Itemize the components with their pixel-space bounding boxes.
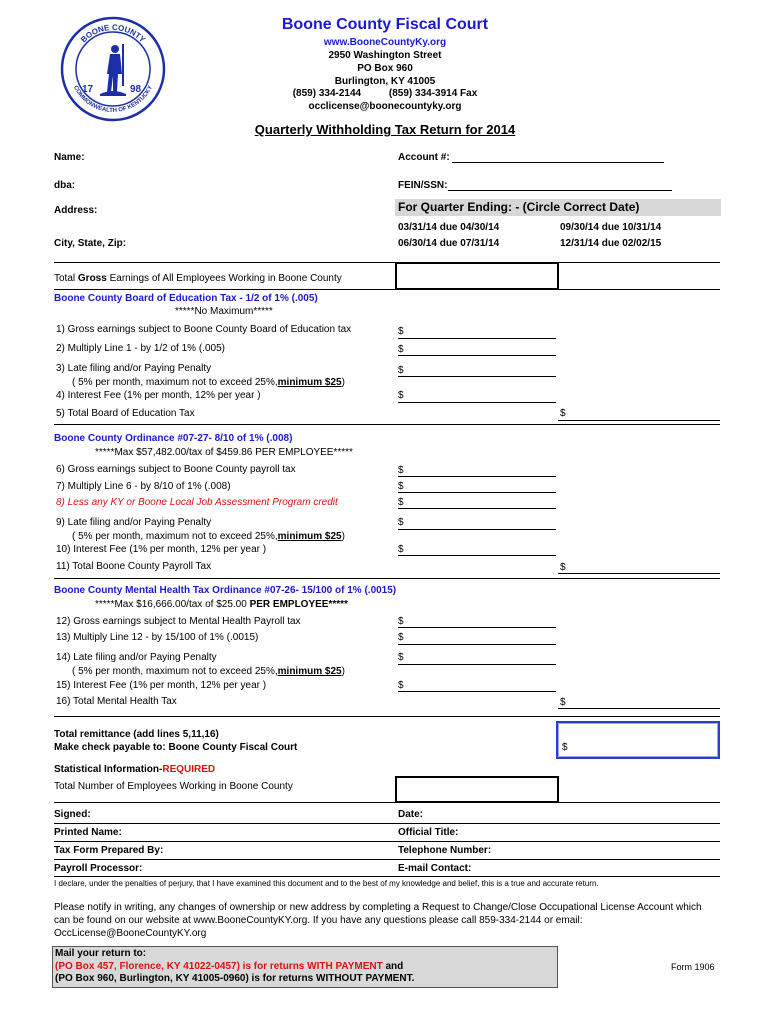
notify-line-1: Please notify in writing, any changes of ownership or new address by completing a Request to Change/Close Occupational License Account which: [54, 902, 702, 913]
line-12-input[interactable]: [398, 627, 556, 628]
name-label: Name:: [54, 152, 85, 163]
line-8-dollar: $: [398, 497, 404, 508]
account-label: Account #:: [398, 152, 450, 163]
page-title: Quarterly Withholding Tax Return for 2014: [254, 122, 516, 137]
statistical-heading: Statistical Information-REQUIRED: [54, 764, 216, 775]
line-14-penalty-note: ( 5% per month, maximum not to exceed 25%,minimum $25): [72, 666, 345, 677]
line-3-penalty-note: ( 5% per month, maximum not to exceed 25%,minimum $25): [72, 377, 345, 388]
seal-top-text: BOONE COUNTY: [79, 22, 147, 45]
education-heading: Boone County Board of Education Tax - 1/2 of 1% (.005): [54, 293, 318, 304]
signed-field[interactable]: [54, 823, 720, 824]
seal-year-left: 17: [82, 84, 94, 95]
line-15-label: 15) Interest Fee (1% per month, 12% per year ): [56, 680, 267, 691]
email-contact-label: E-mail Contact:: [398, 863, 472, 874]
form-number: Form 1906: [671, 962, 715, 972]
line-5-dollar: $: [560, 408, 566, 419]
divider: [54, 802, 720, 803]
mail-with-payment: (PO Box 457, Florence, KY 41022-0457) is for returns WITH PAYMENT and: [55, 961, 404, 972]
line-14-label: 14) Late filing and/or Paying Penalty: [56, 652, 217, 663]
line-10-input[interactable]: [398, 555, 556, 556]
quarter-q3[interactable]: 09/30/14 due 10/31/14: [560, 222, 662, 233]
line-12-dollar: $: [398, 616, 404, 627]
address-label: Address:: [54, 205, 98, 216]
divider: [54, 578, 720, 579]
seal-bottom-text: COMMONWEALTH OF KENTUCKY: [71, 84, 155, 115]
account-field[interactable]: [452, 162, 664, 163]
printed-name-field[interactable]: [54, 841, 720, 842]
total-remittance-dollar: $: [562, 742, 568, 753]
divider: [54, 262, 720, 263]
gross-earnings-input[interactable]: [395, 262, 559, 290]
line-9-penalty-note: ( 5% per month, maximum not to exceed 25%,minimum $25): [72, 531, 345, 542]
line-4-dollar: $: [398, 390, 404, 401]
line-1-input[interactable]: [398, 338, 556, 339]
line-7-label: 7) Multiply Line 6 - by 8/10 of 1% (.008): [56, 481, 231, 492]
notify-line-2: can be found on our website at www.BooneCountyKY.org. If you have any questions please call 859-334-2144 or email:: [54, 915, 583, 926]
line-15-input[interactable]: [398, 691, 556, 692]
prepared-by-label: Tax Form Prepared By:: [54, 845, 164, 856]
date-label: Date:: [398, 809, 424, 820]
line-1-label: 1) Gross earnings subject to Boone County Board of Education tax: [56, 324, 352, 335]
line-6-input[interactable]: [398, 476, 556, 477]
po-box: PO Box 960: [357, 63, 413, 74]
divider: [54, 289, 720, 290]
mental-health-note: *****Max $16,666.00/tax of $25.00 PER EMPLOYEE*****: [95, 599, 348, 610]
payroll-processor-field[interactable]: [54, 876, 720, 877]
employee-count-input[interactable]: [395, 776, 559, 803]
mail-without-payment: (PO Box 960, Burlington, KY 41005-0960) is for returns WITHOUT PAYMENT.: [55, 973, 415, 984]
line-6-label: 6) Gross earnings subject to Boone County payroll tax: [56, 464, 296, 475]
line-14-dollar: $: [398, 652, 404, 663]
total-remittance-label: Total remittance (add lines 5,11,16): [54, 729, 219, 740]
line-2-input[interactable]: [398, 355, 556, 356]
line-12-label: 12) Gross earnings subject to Mental Health Payroll tax: [56, 616, 301, 627]
quarter-q2[interactable]: 06/30/14 due 07/31/14: [398, 238, 500, 249]
quarter-header: For Quarter Ending: - (Circle Correct Date): [395, 199, 721, 216]
perjury-declaration: I declare, under the penalties of perjury, that I have examined this document and to the best of my knowledge and belief, this is a true and accurate return.: [54, 879, 599, 888]
line-3-input[interactable]: [398, 376, 556, 377]
ordinance-note: *****Max $57,482.00/tax of $459.86 PER EMPLOYEE*****: [95, 447, 353, 458]
mental-health-heading: Boone County Mental Health Tax Ordinance #07-26- 15/100 of 1% (.0015): [54, 585, 397, 596]
line-10-label: 10) Interest Fee (1% per month, 12% per year ): [56, 544, 267, 555]
divider: [54, 716, 720, 717]
line-16-input[interactable]: [558, 708, 720, 709]
telephone-label: Telephone Number:: [398, 845, 492, 856]
total-remittance-input[interactable]: [556, 721, 720, 759]
line-7-input[interactable]: [398, 492, 556, 493]
employee-count-label: Total Number of Employees Working in Boone County: [54, 781, 293, 792]
city-address: Burlington, KY 41005: [334, 76, 436, 87]
line-10-dollar: $: [398, 544, 404, 555]
line-8-input[interactable]: [398, 508, 556, 509]
line-11-label: 11) Total Boone County Payroll Tax: [56, 561, 212, 572]
signed-label: Signed:: [54, 809, 91, 820]
make-check-payable: Make check payable to: Boone County Fiscal Court: [54, 742, 298, 753]
official-title-label: Official Title:: [398, 827, 459, 838]
quarter-q4[interactable]: 12/31/14 due 02/02/15: [560, 238, 662, 249]
ordinance-heading: Boone County Ordinance #07-27- 8/10 of 1% (.008): [54, 433, 293, 444]
line-9-dollar: $: [398, 517, 404, 528]
org-name: Boone County Fiscal Court: [281, 16, 489, 33]
line-13-dollar: $: [398, 632, 404, 643]
line-7-dollar: $: [398, 481, 404, 492]
line-8-label: 8) Less any KY or Boone Local Job Assessment Program credit: [56, 497, 338, 508]
line-9-input[interactable]: [398, 529, 556, 530]
education-note: *****No Maximum*****: [175, 306, 273, 317]
line-16-label: 16) Total Mental Health Tax: [56, 696, 177, 707]
payroll-processor-label: Payroll Processor:: [54, 863, 143, 874]
line-2-dollar: $: [398, 344, 404, 355]
prepared-by-field[interactable]: [54, 859, 720, 860]
line-16-dollar: $: [560, 697, 566, 708]
divider: [54, 424, 720, 425]
gross-earnings-label: Total Gross Earnings of All Employees Working in Boone County: [54, 273, 342, 284]
line-13-input[interactable]: [398, 644, 556, 645]
fein-label: FEIN/SSN:: [398, 180, 448, 191]
line-11-input[interactable]: [558, 573, 720, 574]
line-5-input[interactable]: [558, 420, 720, 421]
line-2-label: 2) Multiply Line 1 - by 1/2 of 1% (.005): [56, 343, 225, 354]
contact-email[interactable]: occlicense@boonecountyky.org: [308, 101, 462, 112]
line-15-dollar: $: [398, 680, 404, 691]
line-1-dollar: $: [398, 326, 404, 337]
notify-line-3[interactable]: OccLicense@BooneCountyKY.org: [54, 928, 207, 939]
line-3-dollar: $: [398, 365, 404, 376]
line-4-input[interactable]: [398, 402, 556, 403]
line-9-label: 9) Late filing and/or Paying Penalty: [56, 517, 212, 528]
line-4-label: 4) Interest Fee (1% per month, 12% per year ): [56, 390, 261, 401]
mail-heading: Mail your return to:: [55, 948, 147, 959]
printed-name-label: Printed Name:: [54, 827, 122, 838]
seal-year-right: 98: [130, 84, 142, 95]
line-3-label: 3) Late filing and/or Paying Penalty: [56, 363, 212, 374]
line-6-dollar: $: [398, 465, 404, 476]
website-link[interactable]: www.BooneCountyKy.org: [323, 37, 447, 48]
dba-label: dba:: [54, 180, 76, 191]
city-state-zip-label: City, State, Zip:: [54, 238, 127, 249]
line-13-label: 13) Multiply Line 12 - by 15/100 of 1% (.0015): [56, 632, 259, 643]
line-11-dollar: $: [560, 562, 566, 573]
line-5-label: 5) Total Board of Education Tax: [56, 408, 195, 419]
street-address: 2950 Washington Street: [328, 50, 442, 61]
line-14-input[interactable]: [398, 664, 556, 665]
phone-fax: (859) 334-2144 (859) 334-3914 Fax: [292, 88, 478, 99]
quarter-q1[interactable]: 03/31/14 due 04/30/14: [398, 222, 500, 233]
fein-field[interactable]: [448, 190, 672, 191]
